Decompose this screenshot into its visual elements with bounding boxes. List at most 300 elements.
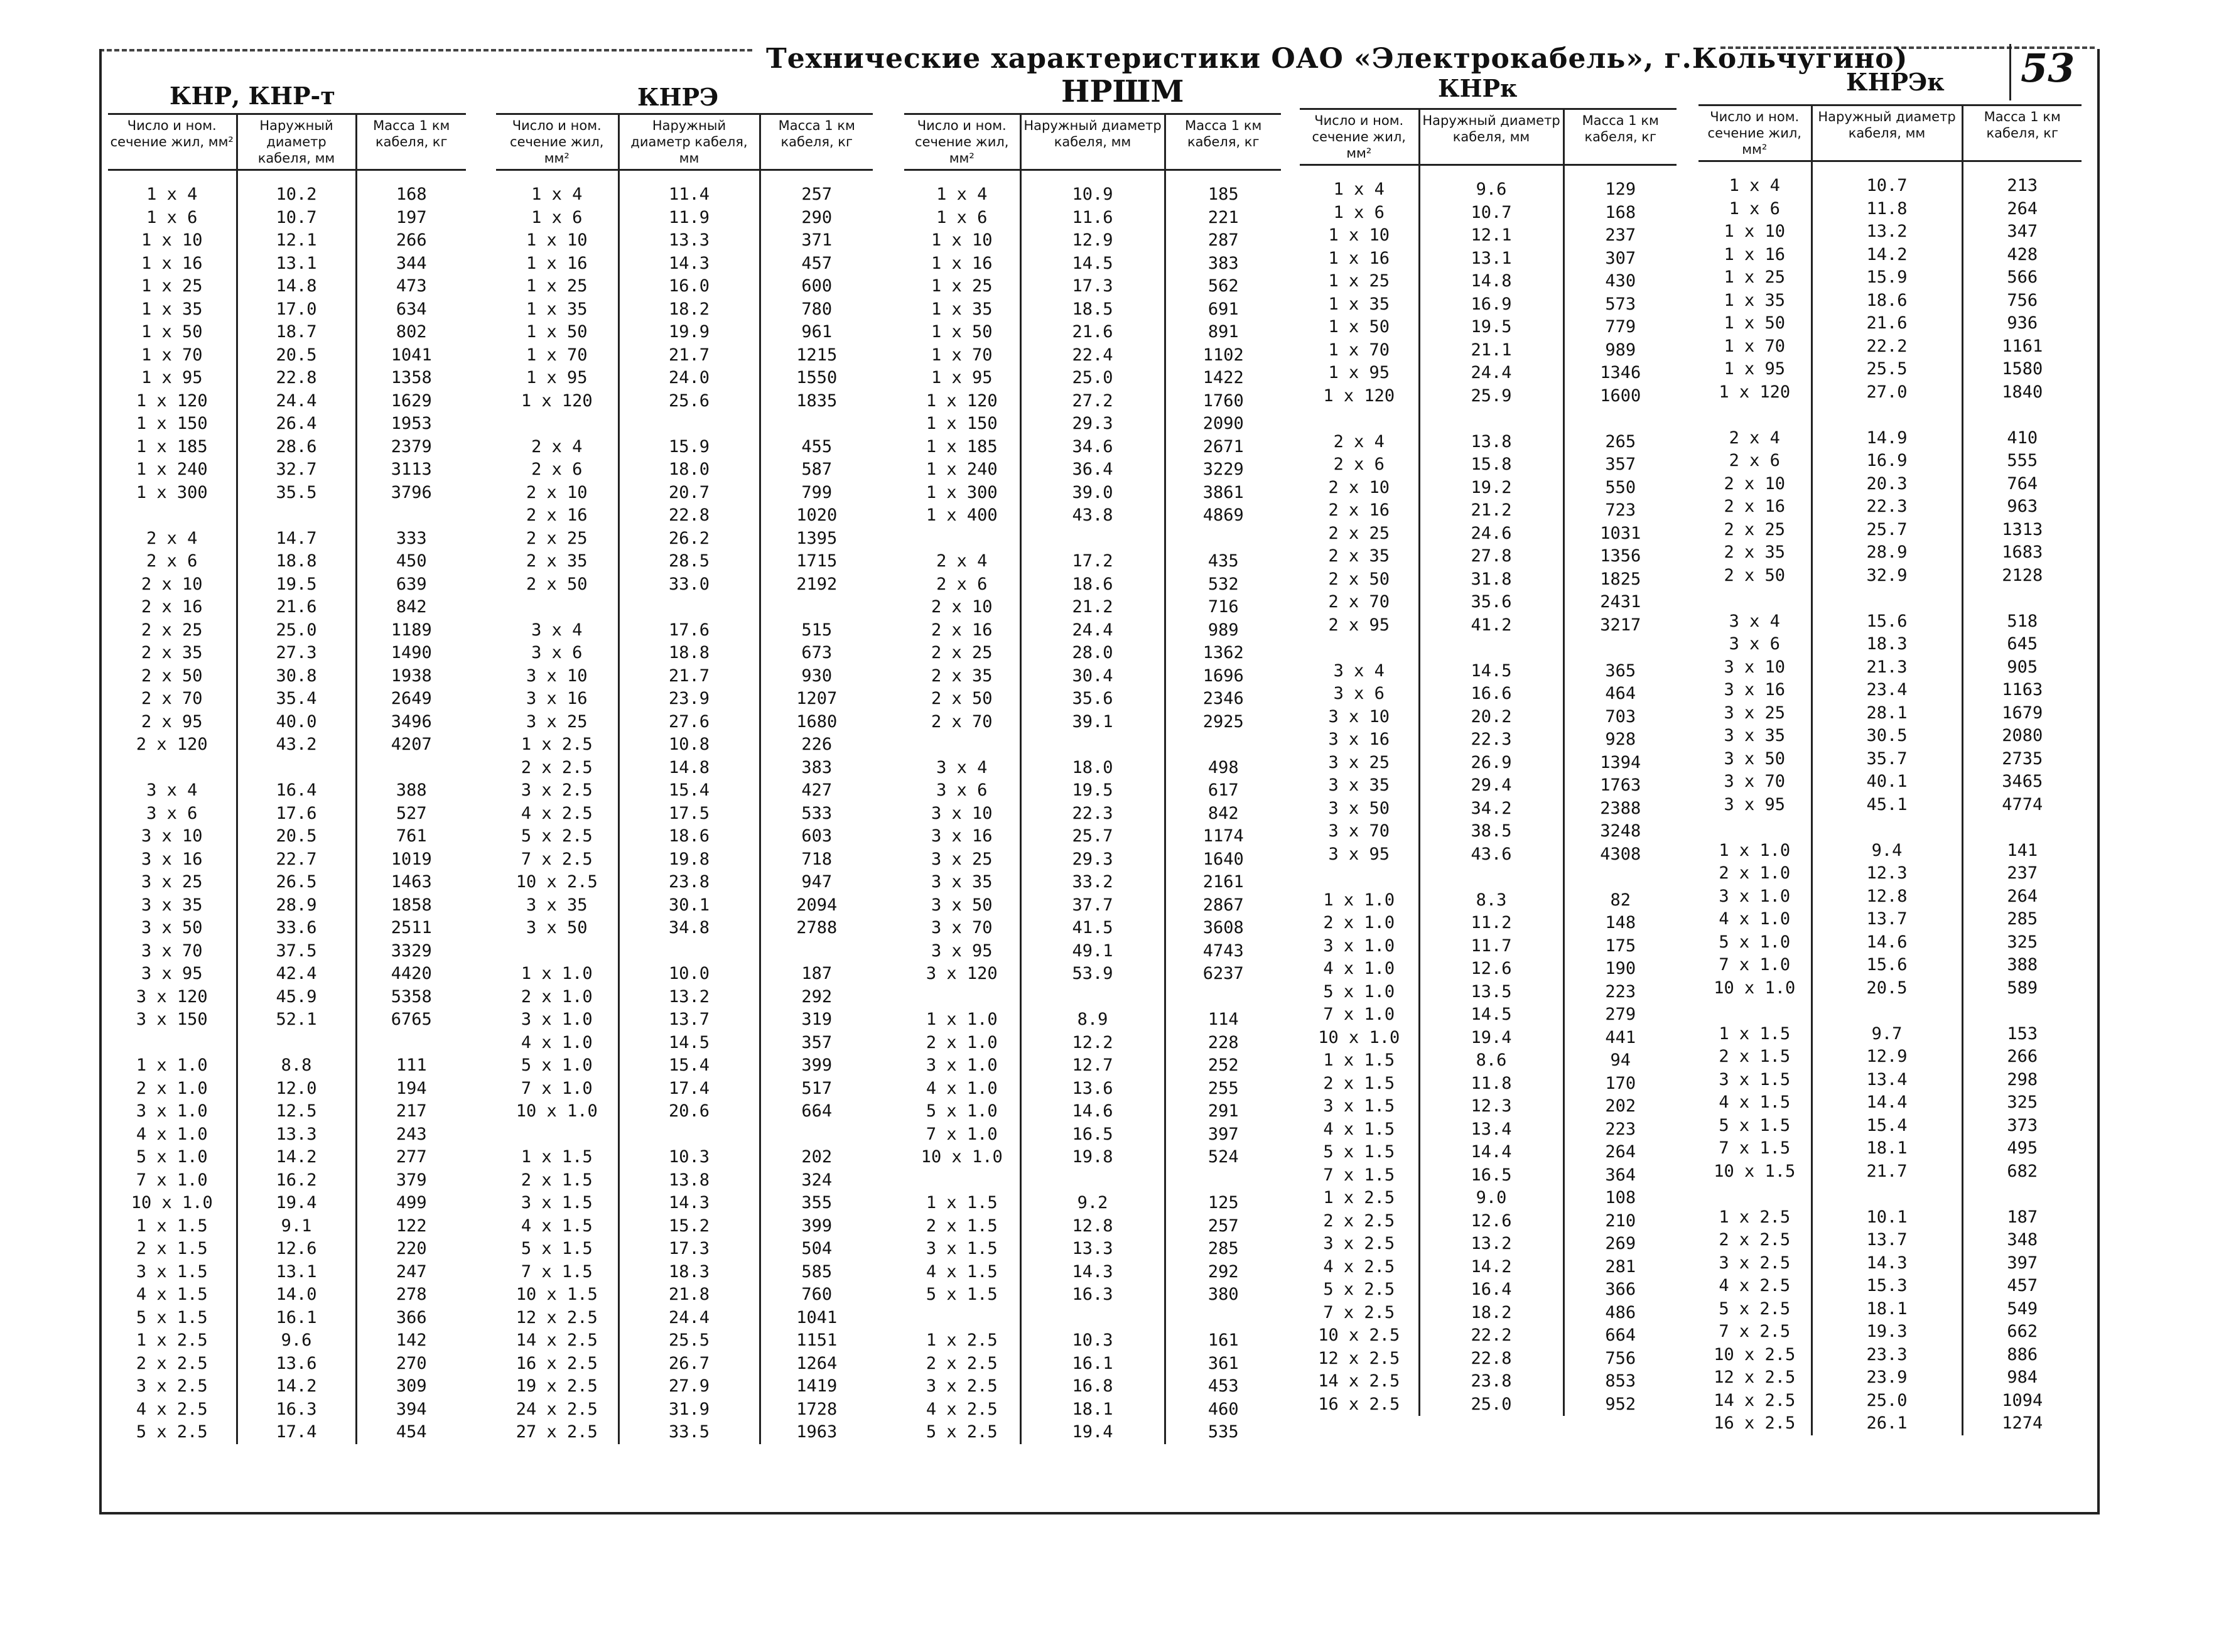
cell-cross-section: 1 x 16 (1328, 248, 1390, 268)
cell-outer-diameter: 18.2 (618, 298, 760, 321)
cell-outer-diameter: 21.6 (1020, 321, 1165, 344)
cell-cross-section: 1 x 4 (146, 185, 198, 204)
cell-mass: 634 (356, 298, 466, 321)
cell-outer-diameter: 26.1 (1812, 1412, 1962, 1435)
cell-mass: 1207 (760, 688, 873, 711)
cell-outer-diameter (1812, 404, 1962, 427)
table-row (108, 1375, 466, 1398)
cell-outer-diameter: 9.4 (1812, 839, 1962, 863)
cell-mass: 1825 (1563, 568, 1677, 591)
cell-mass: 587 (760, 458, 873, 482)
cell-cross-section: 3 x 150 (136, 1010, 208, 1029)
cell-outer-diameter: 24.0 (618, 367, 760, 390)
cell-outer-diameter: 52.1 (237, 1008, 356, 1032)
table-row (108, 1261, 466, 1284)
cell-outer-diameter: 18.5 (1020, 298, 1165, 321)
cell-outer-diameter: 10.7 (1419, 202, 1563, 225)
cell-cross-section: 2 x 35 (141, 643, 203, 662)
table-row (1698, 1183, 2082, 1206)
table-row (904, 1329, 1281, 1352)
cell-outer-diameter: 27.0 (1812, 381, 1962, 404)
cell-mass (760, 1123, 873, 1147)
cell-mass (1962, 587, 2082, 610)
cell-mass: 891 (1165, 321, 1281, 344)
table-row (108, 894, 466, 917)
cell-mass: 1640 (1165, 848, 1281, 872)
cell-cross-section: 4 x 2.5 (521, 803, 593, 823)
page-number: 53 (2021, 45, 2075, 91)
table-nrshm (904, 113, 1281, 1444)
cell-mass: 371 (760, 229, 873, 252)
cell-cross-section: 3 x 16 (141, 849, 203, 869)
cell-outer-diameter: 53.9 (1020, 963, 1165, 986)
cell-mass: 108 (1563, 1187, 1677, 1210)
table-row (496, 1146, 873, 1169)
cell-mass: 168 (1563, 202, 1677, 225)
cell-mass: 504 (760, 1238, 873, 1261)
cell-mass: 928 (1563, 728, 1677, 752)
table-row (1300, 431, 1677, 454)
cell-mass (1165, 1307, 1281, 1330)
cell-cross-section: 2 x 6 (146, 551, 198, 571)
cell-cross-section: 4 x 1.0 (1323, 959, 1395, 978)
table-row (108, 344, 466, 367)
cell-mass: 292 (1165, 1261, 1281, 1284)
table-row (108, 1238, 466, 1261)
cell-mass: 122 (356, 1215, 466, 1238)
table-row (496, 252, 873, 276)
cell-mass: 779 (1563, 316, 1677, 339)
cell-cross-section: 1 x 35 (141, 299, 203, 319)
cell-mass: 388 (356, 779, 466, 802)
cell-outer-diameter: 30.1 (618, 894, 760, 917)
cell-outer-diameter: 16.4 (237, 779, 356, 802)
table-row (1698, 587, 2082, 610)
cell-cross-section: 3 x 50 (1328, 798, 1390, 818)
cell-outer-diameter: 36.4 (1020, 458, 1165, 482)
cell-outer-diameter: 13.2 (1812, 220, 1962, 244)
cell-mass: 1938 (356, 665, 466, 688)
cell-mass: 94 (1563, 1049, 1677, 1072)
table-row (904, 1192, 1281, 1215)
table-row (904, 229, 1281, 252)
cell-cross-section: 3 x 35 (141, 895, 203, 915)
cell-cross-section: 5 x 1.5 (1323, 1142, 1395, 1162)
cell-cross-section: 1 x 70 (526, 345, 588, 365)
table-row (1698, 1252, 2082, 1275)
cell-cross-section (1698, 1183, 1812, 1206)
cell-mass: 1835 (760, 390, 873, 413)
cell-outer-diameter: 16.9 (1812, 450, 1962, 473)
cell-outer-diameter: 14.8 (1419, 270, 1563, 293)
cell-mass: 1394 (1563, 752, 1677, 775)
table-row (904, 321, 1281, 344)
cell-cross-section: 1 x 120 (521, 391, 593, 411)
cell-cross-section: 3 x 4 (531, 620, 583, 640)
cell-cross-section: 5 x 2.5 (1719, 1298, 1791, 1319)
cell-mass: 168 (356, 170, 466, 207)
table-row (496, 1100, 873, 1123)
header-outer-diameter: Наружный диаметр кабеля, мм (1419, 109, 1563, 165)
table-row (108, 619, 466, 642)
cell-cross-section (108, 504, 237, 527)
cell-mass: 148 (1563, 912, 1677, 935)
cell-mass: 495 (1962, 1137, 2082, 1160)
cell-outer-diameter: 25.6 (618, 390, 760, 413)
cell-outer-diameter: 14.8 (618, 757, 760, 780)
cell-mass: 278 (356, 1283, 466, 1307)
cell-cross-section: 2 x 10 (141, 574, 203, 594)
cell-mass: 221 (1165, 207, 1281, 230)
cell-mass: 457 (760, 252, 873, 276)
cell-mass: 961 (760, 321, 873, 344)
cell-mass: 486 (1563, 1302, 1677, 1325)
cell-mass: 364 (1563, 1164, 1677, 1187)
cell-outer-diameter: 27.2 (1020, 390, 1165, 413)
table-row (496, 733, 873, 757)
cell-outer-diameter: 29.3 (1020, 413, 1165, 436)
table-row (108, 1215, 466, 1238)
cell-cross-section: 3 x 95 (1328, 844, 1390, 864)
cell-mass: 963 (1962, 495, 2082, 519)
cell-outer-diameter (1020, 527, 1165, 551)
cell-outer-diameter: 13.7 (1812, 1229, 1962, 1252)
section-title-knrek: КНРЭк (1846, 68, 1945, 96)
table-row (496, 527, 873, 551)
cell-outer-diameter: 11.7 (1419, 935, 1563, 958)
cell-cross-section (904, 1307, 1020, 1330)
table-row (496, 1054, 873, 1077)
page-number-divider (2009, 44, 2011, 100)
table-row (1698, 885, 2082, 909)
table-row (904, 550, 1281, 573)
cell-cross-section: 1 x 1.5 (1323, 1050, 1395, 1070)
cell-mass: 325 (1962, 931, 2082, 954)
cell-mass: 639 (356, 573, 466, 597)
cell-outer-diameter: 14.7 (237, 527, 356, 551)
cell-cross-section: 2 x 120 (136, 735, 208, 754)
cell-mass: 1580 (1962, 358, 2082, 381)
cell-mass: 535 (1165, 1421, 1281, 1444)
cell-outer-diameter: 25.7 (1812, 519, 1962, 542)
cell-outer-diameter (1020, 1169, 1165, 1192)
cell-cross-section: 2 x 1.0 (1719, 863, 1791, 883)
table-row (108, 757, 466, 780)
table-row (904, 940, 1281, 963)
cell-outer-diameter: 24.6 (1419, 522, 1563, 546)
cell-outer-diameter: 17.5 (618, 802, 760, 826)
cell-mass (760, 940, 873, 963)
table-row (496, 458, 873, 482)
header-outer-diameter: Наружный диаметр кабеля, мм (1020, 114, 1165, 170)
table-row (1300, 270, 1677, 293)
table-row (1698, 770, 2082, 794)
cell-cross-section: 1 x 2.5 (1719, 1207, 1791, 1227)
cell-mass: 756 (1962, 289, 2082, 313)
cell-mass: 129 (1563, 165, 1677, 202)
cell-mass: 1696 (1165, 665, 1281, 688)
table-row (496, 688, 873, 711)
table-row (108, 1352, 466, 1376)
cell-mass: 455 (760, 436, 873, 459)
cell-outer-diameter: 10.7 (237, 207, 356, 230)
cell-cross-section: 1 x 50 (931, 322, 993, 342)
cell-cross-section: 7 x 2.5 (521, 849, 593, 869)
cell-cross-section: 19 x 2.5 (516, 1376, 598, 1396)
table-row (496, 894, 873, 917)
cell-outer-diameter: 41.5 (1020, 917, 1165, 940)
cell-mass: 3329 (356, 940, 466, 963)
cell-cross-section: 2 x 10 (1328, 477, 1390, 497)
table-row (108, 940, 466, 963)
cell-outer-diameter: 15.8 (1419, 453, 1563, 477)
table-row (1300, 1187, 1677, 1210)
cell-outer-diameter: 34.6 (1020, 436, 1165, 459)
cell-mass: 257 (760, 170, 873, 207)
cell-mass: 886 (1962, 1344, 2082, 1367)
table-row (1300, 1141, 1677, 1164)
table-row (108, 458, 466, 482)
cell-outer-diameter: 13.5 (1419, 981, 1563, 1004)
cell-mass: 217 (356, 1100, 466, 1123)
cell-cross-section: 3 x 95 (931, 941, 993, 961)
table-row (1698, 312, 2082, 335)
cell-mass: 4420 (356, 963, 466, 986)
table-row (1300, 797, 1677, 821)
cell-outer-diameter (1419, 866, 1563, 889)
cell-cross-section: 3 x 2.5 (136, 1376, 208, 1396)
cell-cross-section: 3 x 10 (1328, 706, 1390, 726)
table-row (1300, 165, 1677, 202)
cell-cross-section: 3 x 35 (1724, 726, 1786, 745)
cell-mass: 1490 (356, 642, 466, 665)
cell-mass: 952 (1563, 1393, 1677, 1417)
table-row (904, 527, 1281, 551)
table-row (1698, 495, 2082, 519)
cell-mass: 555 (1962, 450, 2082, 473)
cell-outer-diameter: 40.0 (237, 711, 356, 734)
cell-outer-diameter: 28.5 (618, 550, 760, 573)
cell-mass: 153 (1962, 1023, 2082, 1046)
cell-outer-diameter: 14.0 (237, 1283, 356, 1307)
cell-outer-diameter: 9.6 (1419, 165, 1563, 202)
table-row (496, 1261, 873, 1284)
cell-cross-section (1300, 866, 1419, 889)
cell-outer-diameter: 15.3 (1812, 1275, 1962, 1298)
table-row (496, 1421, 873, 1444)
table-row (904, 1008, 1281, 1032)
cell-cross-section (1300, 408, 1419, 431)
cell-outer-diameter: 13.6 (1020, 1077, 1165, 1101)
cell-outer-diameter: 15.6 (1812, 610, 1962, 634)
table-row (108, 390, 466, 413)
cell-cross-section: 14 x 2.5 (1714, 1390, 1796, 1410)
cell-outer-diameter: 14.2 (237, 1146, 356, 1169)
cell-outer-diameter: 26.2 (618, 527, 760, 551)
cell-cross-section: 3 x 70 (1328, 821, 1390, 841)
cell-mass: 223 (1563, 981, 1677, 1004)
cell-mass: 397 (1962, 1252, 2082, 1275)
cell-outer-diameter: 15.4 (1812, 1115, 1962, 1138)
table-row (1300, 339, 1677, 362)
cell-cross-section: 1 x 120 (1719, 382, 1791, 402)
table-row (904, 711, 1281, 734)
cell-cross-section: 2 x 1.5 (136, 1239, 208, 1258)
cell-mass: 257 (1165, 1215, 1281, 1238)
cell-cross-section: 3 x 16 (1724, 680, 1786, 699)
table-row (108, 504, 466, 527)
cell-outer-diameter (618, 1123, 760, 1147)
table-row (904, 482, 1281, 505)
cell-mass: 388 (1962, 954, 2082, 977)
cell-outer-diameter: 18.0 (1020, 757, 1165, 780)
cell-mass: 3113 (356, 458, 466, 482)
cell-cross-section: 3 x 16 (1328, 730, 1390, 749)
cell-mass: 1463 (356, 871, 466, 894)
table-row (1300, 866, 1677, 889)
cell-outer-diameter: 43.8 (1020, 504, 1165, 527)
cell-cross-section: 1 x 1.0 (1719, 840, 1791, 860)
cell-cross-section: 3 x 35 (931, 872, 993, 892)
section-title-knre: КНРЭ (637, 83, 719, 111)
table-row (1300, 843, 1677, 866)
table-row (1300, 1118, 1677, 1142)
cell-outer-diameter (618, 940, 760, 963)
cell-mass: 662 (1962, 1320, 2082, 1344)
table-row (1698, 931, 2082, 954)
cell-outer-diameter: 23.8 (618, 871, 760, 894)
table-row (108, 1008, 466, 1032)
cell-outer-diameter: 34.2 (1419, 797, 1563, 821)
cell-mass: 562 (1165, 275, 1281, 298)
table-row (1698, 1091, 2082, 1115)
table-row (1698, 381, 2082, 404)
cell-mass: 1264 (760, 1352, 873, 1376)
cell-outer-diameter: 12.9 (1020, 229, 1165, 252)
cell-mass: 397 (1165, 1123, 1281, 1147)
cell-cross-section: 2 x 1.0 (136, 1078, 208, 1098)
table-row (496, 1307, 873, 1330)
table-row (1698, 1206, 2082, 1229)
cell-cross-section: 1 x 10 (931, 230, 993, 250)
cell-mass: 161 (1165, 1329, 1281, 1352)
cell-outer-diameter: 13.2 (1419, 1233, 1563, 1256)
cell-cross-section: 1 x 25 (1724, 267, 1786, 287)
cell-outer-diameter: 35.6 (1419, 591, 1563, 614)
cell-mass: 265 (1563, 431, 1677, 454)
table-row (496, 413, 873, 436)
cell-mass: 1419 (760, 1375, 873, 1398)
cell-cross-section: 3 x 4 (146, 780, 198, 800)
cell-mass: 325 (1962, 1091, 2082, 1115)
cell-cross-section (1300, 637, 1419, 660)
cell-mass: 930 (760, 665, 873, 688)
table-row (108, 1192, 466, 1215)
cell-cross-section: 1 x 35 (931, 299, 993, 319)
cell-mass: 383 (760, 757, 873, 780)
cell-cross-section: 10 x 2.5 (1318, 1325, 1400, 1345)
table-row (1698, 427, 2082, 450)
cell-mass: 842 (1165, 802, 1281, 826)
cell-outer-diameter: 10.3 (1020, 1329, 1165, 1352)
cell-outer-diameter: 45.1 (1812, 794, 1962, 817)
table-row (1300, 362, 1677, 385)
cell-mass: 1174 (1165, 825, 1281, 848)
cell-cross-section: 1 x 70 (141, 345, 203, 365)
table-row (904, 367, 1281, 390)
cell-cross-section: 12 x 2.5 (1318, 1348, 1400, 1368)
cell-outer-diameter: 13.1 (237, 252, 356, 276)
cell-mass: 228 (1165, 1032, 1281, 1055)
cell-outer-diameter: 19.9 (618, 321, 760, 344)
cell-mass: 2379 (356, 436, 466, 459)
cell-outer-diameter: 14.6 (1020, 1100, 1165, 1123)
cell-mass: 799 (760, 482, 873, 505)
cell-cross-section: 5 x 1.0 (521, 1055, 593, 1075)
cell-outer-diameter: 14.9 (1812, 427, 1962, 450)
cell-outer-diameter: 21.6 (237, 596, 356, 619)
cell-outer-diameter: 45.9 (237, 986, 356, 1009)
cell-mass: 6765 (356, 1008, 466, 1032)
cell-mass: 2080 (1962, 725, 2082, 748)
cell-outer-diameter: 18.6 (1020, 573, 1165, 597)
cell-mass: 357 (760, 1032, 873, 1055)
cell-cross-section (1698, 404, 1812, 427)
cell-outer-diameter: 10.9 (1020, 170, 1165, 207)
table-row (904, 275, 1281, 298)
table-row (108, 802, 466, 826)
cell-cross-section: 5 x 2.5 (926, 1422, 998, 1442)
table-row (904, 1123, 1281, 1147)
cell-mass: 984 (1962, 1366, 2082, 1390)
cell-cross-section (904, 1169, 1020, 1192)
cell-mass: 277 (356, 1146, 466, 1169)
table-knr (108, 113, 466, 1444)
cell-cross-section: 1 x 300 (926, 482, 998, 502)
table-row (1300, 958, 1677, 981)
table-row (108, 436, 466, 459)
table-row (904, 573, 1281, 597)
table-row (904, 413, 1281, 436)
table-row (496, 321, 873, 344)
cell-mass: 269 (1563, 1233, 1677, 1256)
cell-outer-diameter: 14.2 (1812, 244, 1962, 267)
cell-outer-diameter: 26.9 (1419, 752, 1563, 775)
table-row (496, 170, 873, 207)
cell-cross-section: 2 x 25 (1724, 519, 1786, 539)
table-row (108, 665, 466, 688)
cell-outer-diameter: 32.9 (1812, 564, 1962, 588)
cell-mass (1165, 527, 1281, 551)
cell-cross-section: 1 x 1.5 (136, 1216, 208, 1236)
cell-outer-diameter: 13.1 (1419, 247, 1563, 271)
cell-mass: 324 (760, 1169, 873, 1192)
cell-outer-diameter: 25.0 (1812, 1390, 1962, 1413)
cell-outer-diameter: 20.5 (237, 825, 356, 848)
cell-cross-section: 1 x 50 (526, 322, 588, 342)
cell-outer-diameter: 29.3 (1020, 848, 1165, 872)
table-row (1698, 335, 2082, 359)
cell-outer-diameter: 16.1 (237, 1307, 356, 1330)
table-row (904, 1169, 1281, 1192)
cell-outer-diameter: 24.4 (1020, 619, 1165, 642)
cell-cross-section: 1 x 10 (526, 230, 588, 250)
cell-mass: 428 (1962, 244, 2082, 267)
table-row (904, 458, 1281, 482)
cell-outer-diameter: 14.3 (1812, 1252, 1962, 1275)
cell-cross-section: 1 x 50 (1328, 317, 1390, 337)
table-row (108, 482, 466, 505)
